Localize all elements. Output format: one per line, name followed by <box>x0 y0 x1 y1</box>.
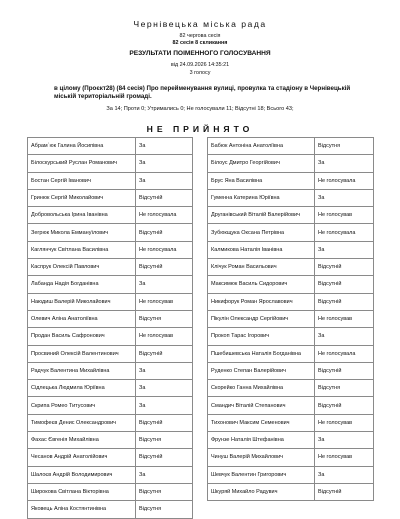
deputy-row <box>208 207 374 224</box>
deputy-row <box>28 189 193 206</box>
deputy-name: Смандич Віталій Степанович <box>208 397 315 414</box>
deputy-name: Клічук Роман Васильович <box>208 259 315 276</box>
deputy-name: Широкова Світлана Вікторівна <box>28 483 136 500</box>
deputy-name: Шалоєв Андрій Володимирович <box>28 466 136 483</box>
deputy-name: Абрам`юк Галина Йосипівна <box>28 138 136 155</box>
deputy-row <box>208 328 374 345</box>
deputy-name: Сідлецька Людмила Юріївна <box>28 380 136 397</box>
deputy-row <box>28 483 193 500</box>
deputy-name: Чинуш Валерій Михайлович <box>208 449 315 466</box>
deputy-vote: Відсутня <box>315 380 374 397</box>
deputy-vote: За <box>315 432 374 449</box>
result-status: НЕ ПРИЙНЯТО <box>146 124 254 134</box>
deputy-row <box>208 276 374 293</box>
deputy-row <box>208 293 374 310</box>
deputy-row <box>28 432 193 449</box>
deputy-name: Фахас Євгенія Михайлівна <box>28 432 136 449</box>
deputy-vote: Відсутній <box>136 449 193 466</box>
deputy-vote: Відсутня <box>136 483 193 500</box>
deputy-vote: Не голосувала <box>315 172 374 189</box>
deputy-row <box>208 380 374 397</box>
deputy-vote: За <box>315 189 374 206</box>
deputy-name: Продан Василь Сафронович <box>28 328 136 345</box>
deputy-row <box>28 155 193 172</box>
deputy-name: Олевич Аліна Анатоліївна <box>28 310 136 327</box>
deputy-name: Пікулін Олександр Сергійович <box>208 310 315 327</box>
deputy-row <box>28 501 193 518</box>
deputy-name: Наюдиш Валерій Миколайович <box>28 293 136 310</box>
deputy-vote: Відсутній <box>315 293 374 310</box>
deputy-row <box>28 138 193 155</box>
deputy-vote: За <box>315 155 374 172</box>
deputy-vote: Відсутня <box>136 432 193 449</box>
document-title: РЕЗУЛЬТАТИ ПОІМЕННОГО ГОЛОСУВАННЯ <box>129 50 271 57</box>
deputy-name: Брус Яна Василівна <box>208 172 315 189</box>
deputy-name: Білоус Дмитро Георгійович <box>208 155 315 172</box>
deputy-name: Гринюк Сергій Миколайович <box>28 189 136 206</box>
deputy-vote: Не голосував <box>315 414 374 431</box>
deputy-vote: Відсутній <box>136 414 193 431</box>
deputy-row <box>208 310 374 327</box>
deputy-row <box>28 466 193 483</box>
deputy-row <box>208 483 374 500</box>
deputy-vote: За <box>136 362 193 379</box>
deputy-name: Білоскурський Руслан Романович <box>28 155 136 172</box>
deputy-row <box>208 259 374 276</box>
deputy-name: Прокоп Тарас Ігорович <box>208 328 315 345</box>
deputy-name: Скрипа Ромео Титусович <box>28 397 136 414</box>
deputy-name: Руденко Степан Валерійович <box>208 362 315 379</box>
deputy-row <box>28 224 193 241</box>
council-name: Чернівецька міська рада <box>133 19 267 29</box>
deputy-vote: За <box>136 276 193 293</box>
deputy-vote: За <box>136 155 193 172</box>
deputy-row <box>28 172 193 189</box>
deputies-table-left <box>27 137 193 519</box>
question-text: в цілому (Проєкт28) (84 сесія) Про перейменування вулиці, провулка та стадіону в Чернівецькій міській територіальній громаді. <box>54 85 351 100</box>
deputy-name: Радчук Валентина Михайлівна <box>28 362 136 379</box>
deputy-row <box>208 155 374 172</box>
deputy-vote: Не голосував <box>315 207 374 224</box>
deputy-name: Калмикова Наталія Іванівна <box>208 241 315 258</box>
deputy-vote: Відсутній <box>136 345 193 362</box>
deputy-name: Зегрюк Микола Еммануїлович <box>28 224 136 241</box>
deputy-row <box>208 189 374 206</box>
deputy-row <box>28 293 193 310</box>
deputy-row <box>28 259 193 276</box>
deputy-row <box>208 345 374 362</box>
deputies-table-right <box>207 137 374 501</box>
deputy-vote: Відсутній <box>315 483 374 500</box>
deputy-name: Бостан Сергій Іванович <box>28 172 136 189</box>
deputy-row <box>28 345 193 362</box>
deputy-row <box>28 207 193 224</box>
deputy-name: Зубюкщука Оксана Петрівна <box>208 224 315 241</box>
deputy-name: Каспрук Олексій Павлович <box>28 259 136 276</box>
vote-datetime: від 24.09.2026 14:35:21 <box>170 62 230 68</box>
deputy-name: Лабанда Надія Богданівна <box>28 276 136 293</box>
deputy-row <box>28 397 193 414</box>
deputy-vote: За <box>315 328 374 345</box>
deputy-row <box>208 241 374 258</box>
deputy-vote: Відсутній <box>315 276 374 293</box>
deputy-name: Яковець Аліна Костянтинівна <box>28 501 136 518</box>
deputy-name: Шевчук Валентин Григорович <box>208 466 315 483</box>
deputy-vote: Відсутній <box>136 224 193 241</box>
deputy-name: Добровольська Ірина Іванівна <box>28 207 136 224</box>
deputy-row <box>208 449 374 466</box>
deputy-vote: Не голосував <box>315 449 374 466</box>
deputy-vote: Відсутній <box>136 259 193 276</box>
deputy-row <box>28 276 193 293</box>
deputy-row <box>28 449 193 466</box>
deputy-name: Чесанов Андрій Анатолійович <box>28 449 136 466</box>
deputy-vote: За <box>136 466 193 483</box>
deputy-vote: Не голосувала <box>136 207 193 224</box>
deputy-vote: Не голосувала <box>136 241 193 258</box>
deputy-row <box>208 397 374 414</box>
deputy-name: Друганівський Віталій Валерійович <box>208 207 315 224</box>
vote-summary: За 14; Проти 0; Утримались 0; Не голосували 11; Відсутні 18; Всього 43; <box>106 106 294 112</box>
deputy-row <box>28 310 193 327</box>
deputy-row <box>208 466 374 483</box>
deputy-row <box>28 328 193 345</box>
deputy-vote: Відсутня <box>136 310 193 327</box>
deputy-vote: За <box>136 380 193 397</box>
deputy-vote: Не голосував <box>315 310 374 327</box>
deputy-vote: Відсутній <box>136 189 193 206</box>
deputy-name: Никифорук Роман Ярославович <box>208 293 315 310</box>
deputy-vote: Відсутній <box>315 397 374 414</box>
deputy-name: Каглянчук Світлана Василівна <box>28 241 136 258</box>
deputy-vote: Не голосував <box>136 293 193 310</box>
deputy-vote: Відсутня <box>315 138 374 155</box>
deputy-row <box>208 172 374 189</box>
deputy-row <box>208 224 374 241</box>
deputy-vote: За <box>136 397 193 414</box>
deputy-row <box>208 432 374 449</box>
deputy-name: Гуменна Катерина Юріївна <box>208 189 315 206</box>
deputy-name: Тимофеєв Денис Олександрович <box>28 414 136 431</box>
deputy-vote: Відсутній <box>315 259 374 276</box>
deputy-name: Шкуряй Михайло Радувич <box>208 483 315 500</box>
deputy-vote: Відсутня <box>136 501 193 518</box>
deputy-row <box>208 414 374 431</box>
deputy-vote: За <box>315 241 374 258</box>
deputy-vote: Не голосувала <box>315 224 374 241</box>
deputy-name: Максимюк Василь Сидорович <box>208 276 315 293</box>
deputy-name: Бабюк Антоніна Анатоліївна <box>208 138 315 155</box>
deputy-row <box>28 380 193 397</box>
deputy-vote: За <box>136 172 193 189</box>
deputy-row <box>208 362 374 379</box>
deputy-row <box>28 362 193 379</box>
deputy-row <box>28 241 193 258</box>
deputy-name: Пшебишевська Наталія Богданівна <box>208 345 315 362</box>
session-line-1: 82 чергова сесія <box>179 33 221 39</box>
deputy-vote: Відсутній <box>315 362 374 379</box>
deputy-name: Скорейко Ганна Михайлівна <box>208 380 315 397</box>
question-number: 3 голосу <box>189 70 211 76</box>
deputy-row <box>208 138 374 155</box>
deputy-name: Тихонович Максим Семенович <box>208 414 315 431</box>
deputy-name: Просвиний Олексій Валентинович <box>28 345 136 362</box>
deputy-row <box>28 414 193 431</box>
deputy-vote: За <box>136 138 193 155</box>
deputy-name: Фрунзе Наталія Штефанівна <box>208 432 315 449</box>
deputy-vote: Не голосувала <box>315 345 374 362</box>
deputy-vote: Не голосував <box>136 328 193 345</box>
session-line-2: 82 сесія 8 скликання <box>172 40 228 46</box>
deputy-vote: За <box>315 466 374 483</box>
